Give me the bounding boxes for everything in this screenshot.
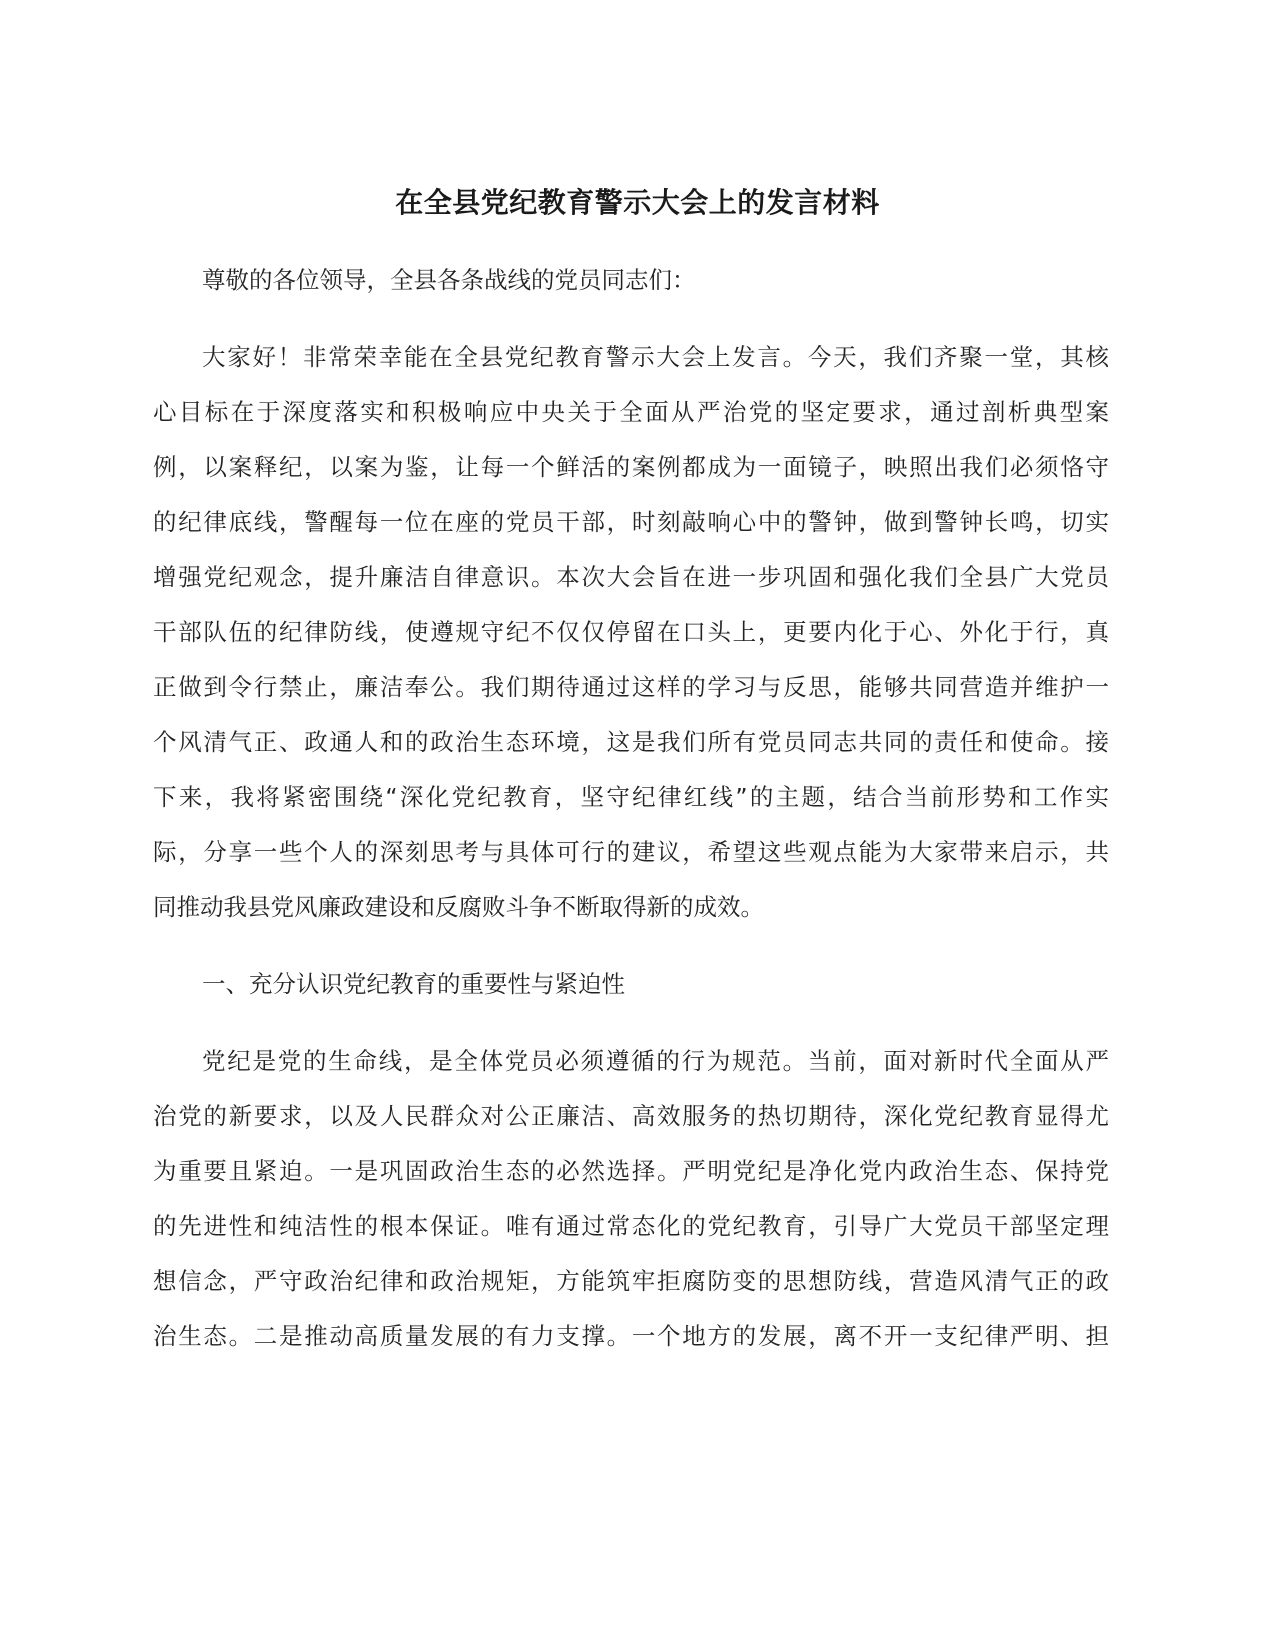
paragraph-line: 为重要且紧迫。一是巩固政治生态的必然选择。严明党纪是净化党内政治生态、保持党 — [153, 1157, 1109, 1185]
paragraph-line: 的纪律底线，警醒每一位在座的党员干部，时刻敲响心中的警钟，做到警钟长鸣，切实 — [153, 508, 1109, 536]
paragraph-line: 下来，我将紧密围绕“深化党纪教育，坚守纪律红线”的主题，结合当前形势和工作实 — [153, 783, 1109, 811]
paragraph-line: 增强党纪观念，提升廉洁自律意识。本次大会旨在进一步巩固和强化我们全县广大党员 — [153, 563, 1109, 591]
paragraph-line: 的先进性和纯洁性的根本保证。唯有通过常态化的党纪教育，引导广大党员干部坚定理 — [153, 1212, 1109, 1240]
paragraph-line: 党纪是党的生命线，是全体党员必须遵循的行为规范。当前，面对新时代全面从严 — [202, 1047, 1109, 1075]
paragraph-line: 想信念，严守政治纪律和政治规矩，方能筑牢拒腐防变的思想防线，营造风清气正的政 — [153, 1267, 1109, 1295]
paragraph-line: 大家好！非常荣幸能在全县党纪教育警示大会上发言。今天，我们齐聚一堂，其核 — [202, 343, 1109, 371]
paragraph-line: 治党的新要求，以及人民群众对公正廉洁、高效服务的热切期待，深化党纪教育显得尤 — [153, 1102, 1109, 1130]
paragraph-line: 心目标在于深度落实和积极响应中央关于全面从严治党的坚定要求，通过剖析典型案 — [153, 398, 1109, 426]
section-heading: 一、充分认识党纪教育的重要性与紧迫性 — [202, 970, 625, 998]
salutation: 尊敬的各位领导，全县各条战线的党员同志们： — [202, 266, 696, 294]
paragraph-line: 同推动我县党风廉政建设和反腐败斗争不断取得新的成效。 — [153, 893, 764, 921]
paragraph-line: 治生态。二是推动高质量发展的有力支撑。一个地方的发展，离不开一支纪律严明、担 — [153, 1322, 1109, 1350]
paragraph-line: 例，以案释纪，以案为鉴，让每一个鲜活的案例都成为一面镜子，映照出我们必须恪守 — [153, 453, 1109, 481]
paragraph-line: 干部队伍的纪律防线，使遵规守纪不仅仅停留在口头上，更要内化于心、外化于行，真 — [153, 618, 1109, 646]
paragraph-line: 际，分享一些个人的深刻思考与具体可行的建议，希望这些观点能为大家带来启示，共 — [153, 838, 1109, 866]
paragraph-line: 个风清气正、政通人和的政治生态环境，这是我们所有党员同志共同的责任和使命。接 — [153, 728, 1109, 756]
paragraph-line: 正做到令行禁止，廉洁奉公。我们期待通过这样的学习与反思，能够共同营造并维护一 — [153, 673, 1109, 701]
document-title: 在全县党纪教育警示大会上的发言材料 — [395, 186, 880, 219]
